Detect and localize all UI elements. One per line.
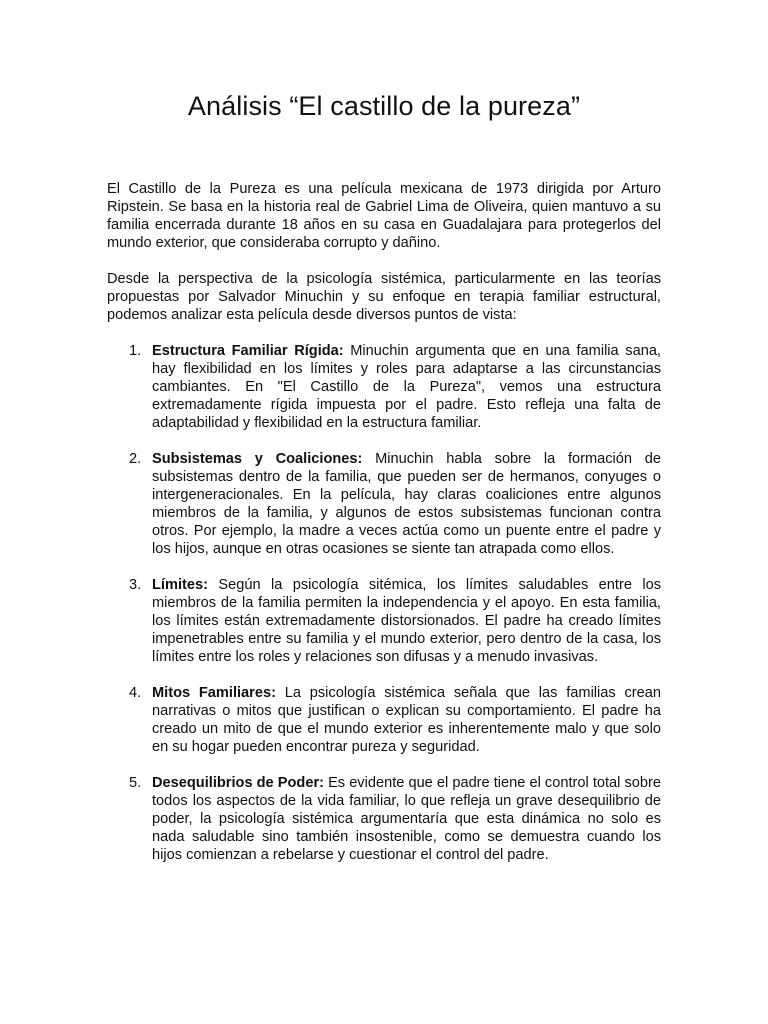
list-item <box>107 576 661 666</box>
list-item-term: Subsistemas y Coaliciones: <box>152 451 363 467</box>
list-item-number: 4. <box>129 685 142 701</box>
list-item-text: La psicología sistémica señala que las familias crean narrativas o mitos que justifican o explican su comportamiento. El padre ha creado un mito de que el mundo exterior es inherentemente malo y que solo en su hogar pueden encontrar pureza y seguridad. <box>152 685 662 755</box>
list-item-number: 2. <box>129 451 142 467</box>
list-item-term: Estructura Familiar Rígida: <box>152 343 344 359</box>
list-item-text: Según la psicología sitémica, los límites saludables entre los miembros de la familia permiten la independencia y el apoyo. En esta familia, los límites están extremadamente distorsionados. El padre ha creado límites impenetrables entre su familia y el mundo exterior, pero dentro de la casa, los límites entre los roles y relaciones son difusas y a menudo invasivas. <box>152 577 661 665</box>
list-item-text: Minuchin argumenta que en una familia sana, hay flexibilidad en los límites y roles para adaptarse a las circunstancias cambiantes. En "El Castillo de la Pureza", vemos una estructura extremadamente rígida impuesta por el padre. Esto refleja una falta de adaptabilidad y flexibilidad en la estructura familiar. <box>152 343 661 431</box>
list-item-term: Desequilibrios de Poder: <box>152 775 324 791</box>
list-item-term: Límites: <box>152 577 208 593</box>
list-item-number: 5. <box>129 775 142 791</box>
document-title: Análisis “El castillo de la pureza” <box>187 91 581 121</box>
list-item-number: 3. <box>129 577 142 593</box>
list-item-text: Minuchin habla sobre la formación de subsistemas dentro de la familia, que pueden ser de hermanos, conyuges o intergeneracionales. En la película, hay claras coaliciones entre algunos miembros de la familia, y algunos de estos subsistemas funcionan contra otros. Por ejemplo, la madre a veces actúa como un puente entre el padre y los hijos, aunque en otras ocasiones se siente tan atrapada como ellos. <box>152 451 661 557</box>
list-item <box>107 684 661 756</box>
list-item <box>107 450 661 558</box>
list-item <box>107 342 661 432</box>
list-item-text: Es evidente que el padre tiene el control total sobre todos los aspectos de la vida familiar, lo que refleja un grave desequilibrio de poder, la psicología sistémica argumentaría que esta dinámica no solo es nada saludable sino también insostenible, como se demuestra cuando los hijos comienzan a rebelarse y cuestionar el control del padre. <box>152 775 661 863</box>
analysis-list <box>107 342 661 882</box>
intro-paragraph: El Castillo de la Pureza es una película mexicana de 1973 dirigida por Arturo Ripstein. Se basa en la historia real de Gabriel Lima de Oliveira, quien mantuvo a su familia encerrada durante 18 años en su casa en Guadalajara para protegerlos del mundo exterior, que consideraba corrupto y dañino. <box>107 181 661 251</box>
list-item <box>107 774 661 864</box>
list-item-number: 1. <box>129 343 142 359</box>
list-item-term: Mitos Familiares: <box>152 685 276 701</box>
context-paragraph: Desde la perspectiva de la psicología sistémica, particularmente en las teorías propuestas por Salvador Minuchin y su enfoque en terapia familiar estructural, podemos analizar esta película desde diversos puntos de vista: <box>107 271 661 323</box>
